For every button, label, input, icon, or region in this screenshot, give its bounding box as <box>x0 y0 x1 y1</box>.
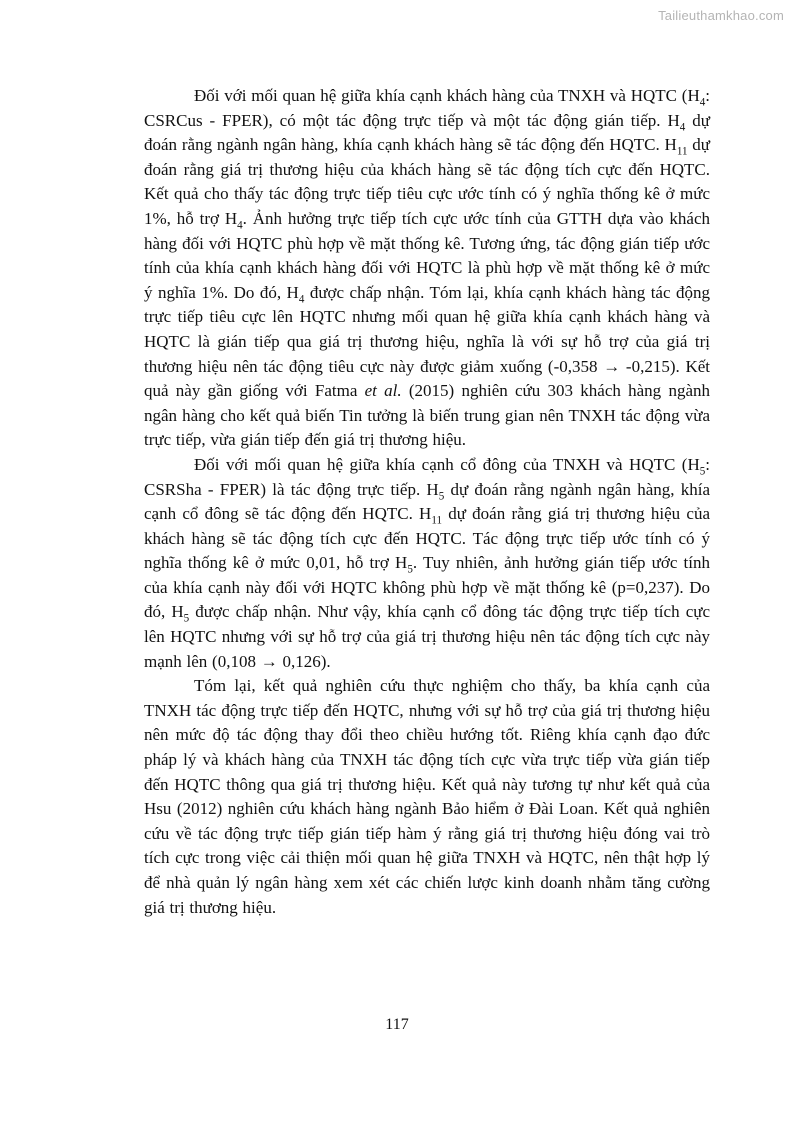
text-run: (2015) nghiên cứu 303 khách hàng ngành ngân hàng cho kết quả biến Tin tưởng là biến trung gian nên TNXH tác động vừa trực tiếp, vừa gián tiếp đến giá trị thương hiệu. <box>144 381 710 450</box>
paragraph <box>144 674 710 920</box>
paragraph <box>144 453 710 674</box>
text-run: . Ảnh hưởng trực tiếp tích cực ước tính của GTTH dựa vào khách hàng đối với HQTC phù hợp về mặt thống kê. Tương ứng, tác động gián tiếp ước tính của khía cạnh khách hàng đối với HQTC là phù hợp về mặt thống kê ở mức ý nghĩa 1%. Do đó, H <box>144 208 710 302</box>
text-run-sub: 4 <box>237 219 243 232</box>
text-run: được chấp nhận. Tóm lại, khía cạnh khách hàng tác động trực tiếp tiêu cực lên HQTC nhưng mối quan hệ giữa khía cạnh khách hàng và HQTC là gián tiếp qua giá trị thương hiệu, nghĩa là với sự hỗ trợ của giá trị thương hiệu nên tác động tiêu cực này được giảm xuống (-0,358 → -0,215). Kết quả này gần giống với Fatma <box>144 282 710 401</box>
text-run-italic: et al. <box>364 381 402 401</box>
text-run-sub: 4 <box>679 120 686 133</box>
text-run-sub: 11 <box>431 514 442 527</box>
text-run: dự đoán rằng ngành ngân hàng, khía cạnh khách hàng sẽ tác động đến HQTC. H <box>144 110 711 155</box>
text-run-sub: 5 <box>407 563 413 576</box>
text-run: được chấp nhận. Như vậy, khía cạnh cổ đông tác động trực tiếp tích cực lên HQTC nhưng với sự hỗ trợ của giá trị thương hiệu nên tác động tích cực này mạnh lên (0,108 → 0,126). <box>144 602 711 671</box>
text-run-sub: 11 <box>676 145 688 158</box>
text-run: Tóm lại, kết quả nghiên cứu thực nghiệm cho thấy, ba khía cạnh của TNXH tác động trực tiếp đến HQTC, nhưng với sự hỗ trợ của giá trị thương hiệu nên mức độ tác động thay đổi theo chiều hướng tốt. Riêng khía cạnh đạo đức pháp lý và khách hàng của TNXH tác động tích cực vừa trực tiếp vừa gián tiếp đến HQTC thông qua giá trị thương hiệu. Kết quả này tương tự như kết quả của Hsu (2012) nghiên cứu khách hàng ngành Bảo hiểm ở Đài Loan. Kết quả nghiên cứu về tác động trực tiếp gián tiếp hàm ý rằng giá trị thương hiệu đóng vai trò tích cực trong việc cải thiện mối quan hệ giữa TNXH và HQTC, nên thật hợp lý để nhà quản lý ngân hàng xem xét các chiến lược kinh doanh nhằm tăng cường giá trị thương hiệu. <box>144 676 710 917</box>
text-run: Đối với mối quan hệ giữa khía cạnh cổ đông của TNXH và HQTC (H <box>194 454 700 474</box>
text-run-sub: 5 <box>699 465 706 478</box>
text-run: dự đoán rằng giá trị thương hiệu của khách hàng sẽ tác động tích cực đến HQTC. Kết quả cho thấy tác động trực tiếp tiêu cực ước tính có ý nghĩa thống kê ở mức 1%, hỗ trợ H <box>144 135 710 228</box>
page-number: 117 <box>385 1016 409 1033</box>
text-run-sub: 5 <box>438 489 445 502</box>
text-run: : CSRCus - FPER), có một tác động trực tiếp và một tác động gián tiếp. H <box>144 86 710 130</box>
text-run: Đối với mối quan hệ giữa khía cạnh khách hàng của TNXH và HQTC (H <box>194 86 700 105</box>
watermark: Tailieuthamkhao.com <box>658 8 784 23</box>
text-run: : CSRSha - FPER) là tác động trực tiếp. H <box>144 454 710 499</box>
text-run-sub: 4 <box>699 96 706 109</box>
text-run: dự đoán rằng giá trị thương hiệu của khách hàng sẽ tác động tích cực đến HQTC. Tác động trực tiếp ước tính có ý nghĩa thống kê ở mức 0,01, hỗ trợ H <box>144 504 710 573</box>
paragraph <box>144 84 710 453</box>
text-run-sub: 5 <box>183 612 190 625</box>
document-body <box>144 84 710 920</box>
text-run-sub: 4 <box>298 293 305 306</box>
text-run: dự đoán rằng ngành ngân hàng, khía cạnh cổ đông sẽ tác động đến HQTC. H <box>144 479 710 524</box>
text-run: . Tuy nhiên, ảnh hưởng gián tiếp ước tính của khía cạnh này đối với HQTC không phù hợp về mặt thống kê (p=0,237). Do đó, H <box>144 553 710 622</box>
